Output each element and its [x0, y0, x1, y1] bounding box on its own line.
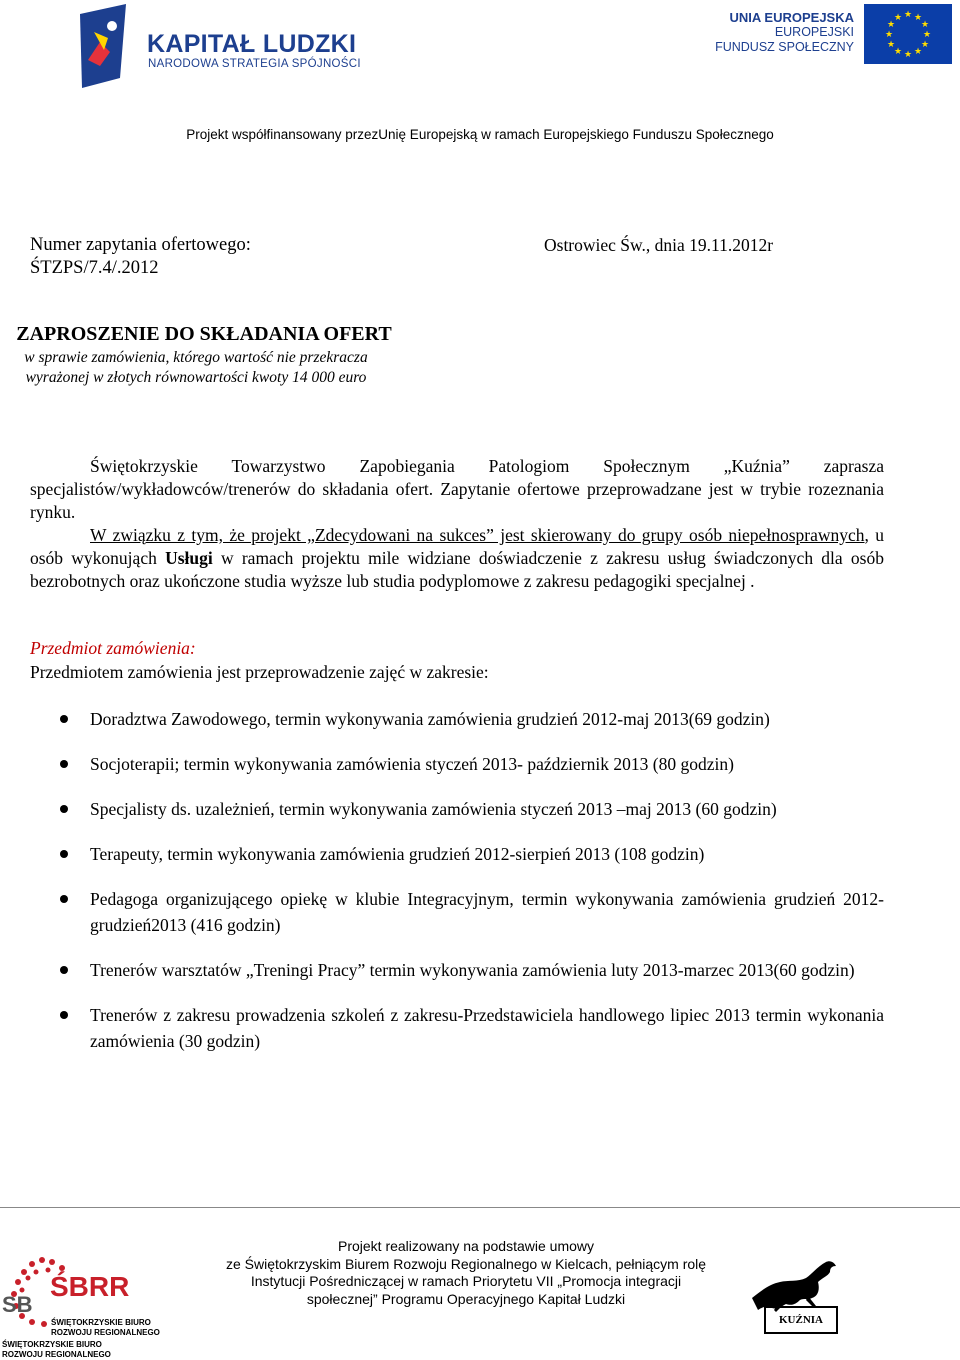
- sbrr-caption-line: ŚWIĘTOKRZYSKIE BIURO: [51, 1318, 151, 1327]
- svg-text:★: ★: [884, 30, 894, 40]
- list-item: [60, 751, 884, 777]
- kapital-ludzki-subtitle: NARODOWA STRATEGIA SPÓJNOŚCI: [148, 58, 361, 70]
- list-item: [60, 706, 884, 732]
- kuznia-logo-label: KUŹNIA: [764, 1306, 838, 1334]
- list-item-text: Socjoterapii; termin wykonywania zamówienia styczeń 2013- październik 2013 (80 godzin): [90, 754, 734, 774]
- sbrr-caption-line: ROZWOJU REGIONALNEGO: [51, 1327, 160, 1337]
- sbrr-caption-main: [51, 1318, 160, 1337]
- bullet-icon: [60, 805, 68, 813]
- requirements-text-a: , u osób wykonująch: [30, 525, 885, 568]
- svg-text:★: ★: [903, 50, 913, 60]
- bullet-icon: [60, 895, 68, 903]
- requirements-paragraph: [30, 524, 884, 593]
- list-item-text: Terapeuty, termin wykonywania zamówienia grudzień 2012-sierpień 2013 (108 godzin): [90, 844, 705, 864]
- services-label: Usługi: [165, 548, 213, 568]
- svg-text:★: ★: [893, 13, 903, 23]
- intro-paragraph: Świętokrzyskie Towarzystwo Zapobiegania Patologiom Społecznym „Kuźnia” zaprasza specjalistów/wykładowców/trenerów do składania ofert. Zapytanie ofertowe przeprowadzane jest w trybie rozeznania rynku.: [30, 456, 884, 522]
- eu-line-2: EUROPEJSKI: [774, 25, 854, 39]
- svg-text:★: ★: [920, 40, 930, 50]
- eu-line-3: FUNDUSZ SPOŁECZNY: [715, 40, 854, 54]
- footer-line-3: Instytucji Pośredniczącej w ramach Priorytetu VII „Promocja integracji: [250, 1273, 682, 1289]
- sbrr-caption-line: ŚWIĘTOKRZYSKIE BIURO: [2, 1340, 102, 1349]
- svg-text:★: ★: [886, 20, 896, 30]
- svg-text:★: ★: [893, 47, 903, 57]
- subtitle-line-2: wyrażonej w złotych równowartości kwoty 14 000 euro: [25, 369, 367, 386]
- sbrr-caption-small: [2, 1340, 111, 1359]
- footer-line-2: ze Świętokrzyskim Biurem Rozwoju Regionalnego w Kielcach, pełniącym rolę: [225, 1255, 707, 1272]
- list-item-text: Pedagoga organizującego opiekę w klubie Integracyjnym, termin wykonywania zamówienia grudzień 2012- grudzień2013 (416 godzin): [90, 889, 884, 935]
- inquiry-number-label: Numer zapytania ofertowego:: [30, 235, 251, 255]
- footer-line-1: Projekt realizowany na podstawie umowy: [337, 1238, 594, 1254]
- subject-heading: Przedmiot zamówienia:: [30, 638, 196, 658]
- kapital-ludzki-title: KAPITAŁ LUDZKI: [147, 30, 357, 58]
- cofinanced-note: Projekt współfinansowany przezUnię Europejską w ramach Europejskiego Funduszu Społecznego: [186, 127, 774, 142]
- svg-text:★: ★: [913, 47, 923, 57]
- eu-fund-label: [715, 10, 854, 55]
- svg-text:★: ★: [920, 20, 930, 30]
- sbrr-sb: SB: [2, 1292, 33, 1317]
- bullet-icon: [60, 760, 68, 768]
- footer-project-note: [200, 1238, 732, 1308]
- list-item-text: Specjalisty ds. uzależnień, termin wykonywania zamówienia styczeń 2013 –maj 2013 (60 godzin): [90, 799, 777, 819]
- eu-flag-icon: [864, 4, 952, 64]
- place-date: Ostrowiec Św., dnia 19.11.2012r: [544, 235, 774, 255]
- footer-divider: [0, 1207, 960, 1208]
- document-title: ZAPROSZENIE DO SKŁADANIA OFERT: [16, 323, 392, 345]
- sbrr-wordmark: ŚBRR: [50, 1271, 130, 1302]
- footer-line-4: społecznej” Programu Operacyjnego Kapitał Ludzki: [306, 1290, 626, 1307]
- sbrr-caption-line: ROZWOJU REGIONALNEGO: [2, 1349, 111, 1359]
- list-item-text: Doradztwa Zawodowego, termin wykonywania zamówienia grudzień 2012-maj 2013(69 godzin): [90, 709, 770, 729]
- subject-intro: Przedmiotem zamówienia jest przeprowadzenie zajęć w zakresie:: [30, 662, 489, 682]
- subtitle-line-1: w sprawie zamówienia, którego wartość nie przekracza: [24, 349, 368, 366]
- services-list: [60, 706, 884, 1073]
- project-statement: W związku z tym, że projekt „Zdecydowani na sukces” jest skierowany do grupy osób niepełnosprawnych: [90, 525, 865, 545]
- list-item: [60, 796, 884, 822]
- svg-text:★: ★: [886, 40, 896, 50]
- list-item: [60, 841, 884, 867]
- list-item-text: Trenerów warsztatów „Treningi Pracy” termin wykonywania zamówienia luty 2013-marzec 2013(60 godzin): [90, 960, 855, 980]
- bullet-icon: [60, 850, 68, 858]
- svg-text:★: ★: [913, 13, 923, 23]
- bullet-icon: [60, 966, 68, 974]
- bullet-icon: [60, 1011, 68, 1019]
- svg-text:★: ★: [903, 10, 913, 20]
- list-item: [60, 886, 884, 938]
- list-item-text: Trenerów z zakresu prowadzenia szkoleń z zakresu-Przedstawiciela handlowego lipiec 2013 termin wykonania zamówienia (30 godzin): [90, 1005, 884, 1051]
- bullet-icon: [60, 715, 68, 723]
- document-subtitle: [0, 348, 392, 388]
- list-item: [60, 957, 884, 983]
- inquiry-number: ŚTZPS/7.4/.2012: [30, 258, 159, 278]
- requirements-text-b: w ramach projektu mile widziane doświadczenie z zakresu usług świadczonych dla osób bezrobotnych oraz ukończone studia wyższe lub studia podyplomowe z zakresu pedagogiki specjalnej .: [30, 548, 884, 591]
- list-item: [60, 1002, 884, 1054]
- eu-line-1: UNIA EUROPEJSKA: [729, 10, 854, 25]
- svg-text:★: ★: [922, 30, 932, 40]
